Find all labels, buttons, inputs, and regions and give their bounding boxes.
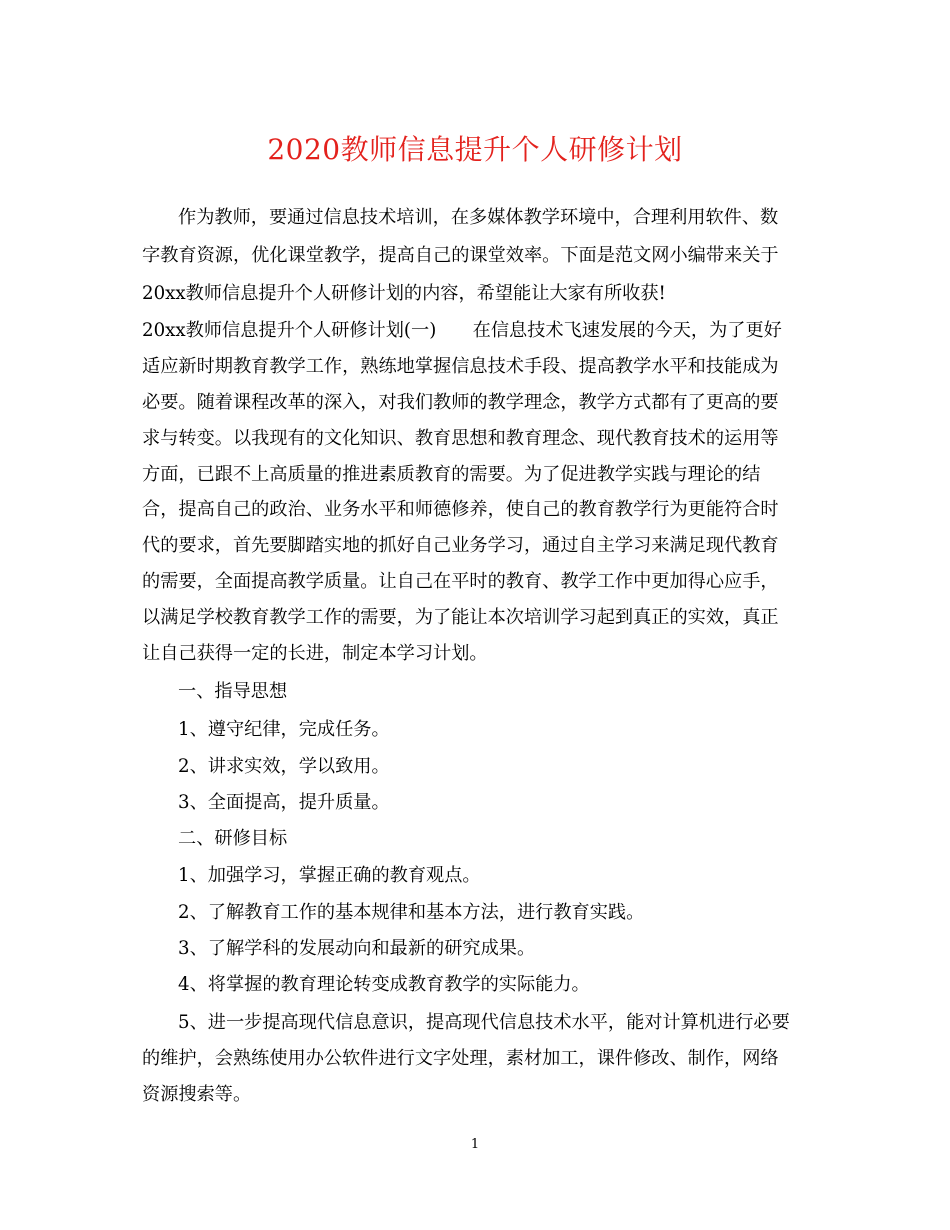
body-line-10: 代的要求，首先要脚踏实地的抓好自己业务学习，通过自主学习来满足现代教育 bbox=[142, 535, 779, 556]
list-item: 3、全面提高，提升质量。 bbox=[178, 792, 390, 813]
section-heading-guiding-thought: 一、指导思想 bbox=[178, 681, 288, 702]
body-line-1: 作为教师，要通过信息技术培训，在多媒体教学环境中，合理利用软件、数 bbox=[178, 207, 779, 228]
document-title: 2020教师信息提升个人研修计划 bbox=[267, 133, 683, 166]
body-line-11: 的需要，全面提高教学质量。让自己在平时的教育、教学工作中更加得心应手， bbox=[142, 571, 779, 592]
list-item: 4、将掌握的教育理论转变成教育教学的实际能力。 bbox=[178, 974, 590, 995]
body-line-25: 资源搜索等。 bbox=[142, 1084, 252, 1105]
body-line-8: 方面，已跟不上高质量的推进素质教育的需要。为了促进教学实践与理论的结 bbox=[142, 464, 761, 485]
list-item: 3、了解学科的发展动向和最新的研究成果。 bbox=[178, 938, 536, 959]
body-line-12: 以满足学校教育教学工作的需要，为了能让本次培训学习起到真正的实效，真正 bbox=[142, 607, 779, 628]
body-line-5: 适应新时期教育教学工作，熟练地掌握信息技术手段、提高教学水平和技能成为 bbox=[142, 356, 779, 377]
list-item: 2、了解教育工作的基本规律和基本方法，进行教育实践。 bbox=[178, 902, 645, 923]
body-line-24: 的维护，会熟练使用办公软件进行文字处理，素材加工，课件修改、制作，网络 bbox=[142, 1048, 779, 1069]
page-number: 1 bbox=[470, 1137, 480, 1152]
list-item: 2、讲求实效，学以致用。 bbox=[178, 756, 390, 777]
body-line-2: 字教育资源，优化课堂教学，提高自己的课堂效率。下面是范文网小编带来关于 bbox=[142, 245, 779, 266]
body-line-9: 合，提高自己的政治、业务水平和师德修养，使自己的教育教学行为更能符合时 bbox=[142, 499, 779, 520]
section-heading-plan-one: 20xx教师信息提升个人研修计划(一) 在信息技术飞速发展的今天，为了更好 bbox=[142, 320, 782, 341]
list-item: 5、进一步提高现代信息意识，提高现代信息技术水平，能对计算机进行必要 bbox=[178, 1012, 790, 1033]
body-line-3: 20xx教师信息提升个人研修计划的内容，希望能让大家有所收获! bbox=[142, 283, 666, 304]
body-line-6: 必要。随着课程改革的深入，对我们教师的教学理念，教学方式都有了更高的要 bbox=[142, 392, 779, 413]
body-line-13: 让自己获得一定的长进，制定本学习计划。 bbox=[142, 643, 488, 664]
body-line-7: 求与转变。以我现有的文化知识、教育思想和教育理念、现代教育技术的运用等 bbox=[142, 428, 779, 449]
list-item: 1、加强学习，掌握正确的教育观点。 bbox=[178, 865, 481, 886]
section-heading-goals: 二、研修目标 bbox=[178, 828, 288, 849]
list-item: 1、遵守纪律，完成任务。 bbox=[178, 719, 390, 740]
